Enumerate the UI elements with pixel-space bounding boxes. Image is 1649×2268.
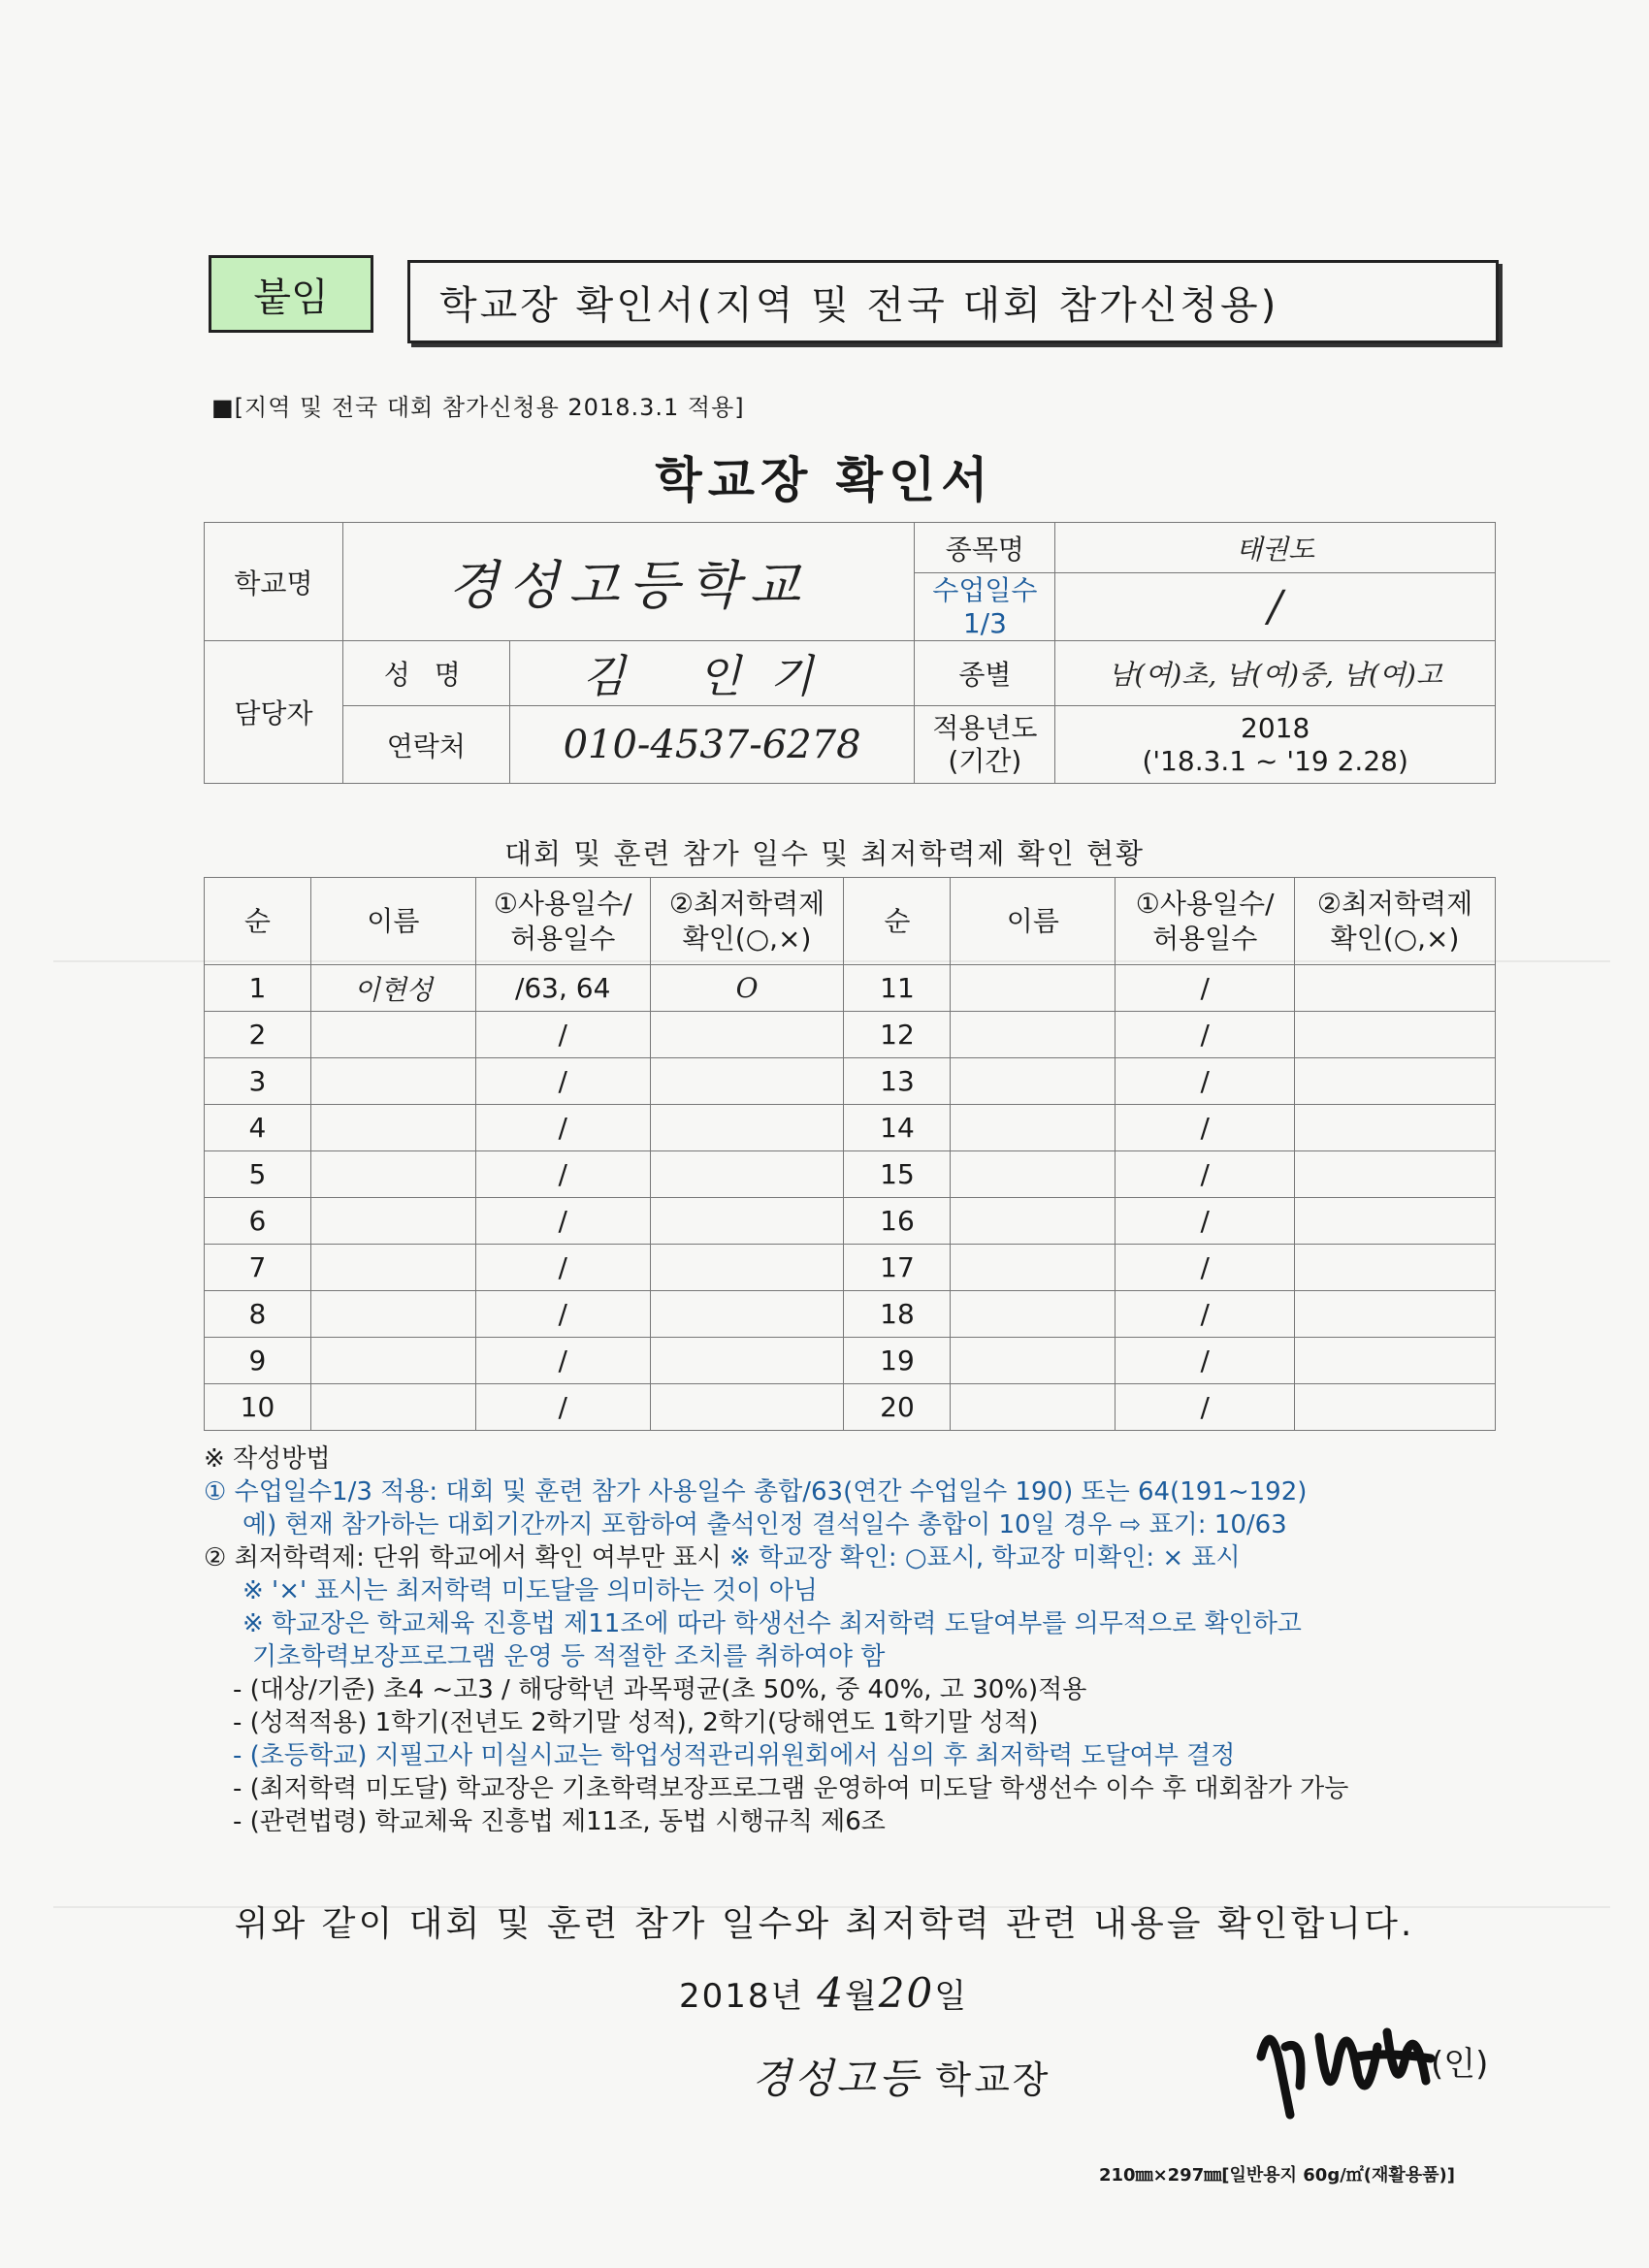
detail-3: - (초등학교) 지필고사 미실시교는 학업성적관리위원회에서 심의 후 최저학력 도달여부 결정 (233, 1741, 1236, 1770)
row-no: 14 (844, 1105, 951, 1151)
note-2 (204, 1541, 1504, 1574)
row-name (310, 1198, 475, 1245)
row-name (951, 1198, 1116, 1245)
event-value: 태권도 (1055, 523, 1496, 573)
col-check-header-line1: ②최저학력제 (1316, 887, 1473, 920)
row-name (310, 1338, 475, 1384)
row-days: / (1116, 1291, 1295, 1338)
date-month: 4 (817, 1969, 845, 2017)
row-no: 5 (205, 1151, 311, 1198)
row-name (310, 1291, 475, 1338)
row-no: 6 (205, 1198, 311, 1245)
date-day: 20 (878, 1969, 935, 2017)
note-1b: 예) 현재 참가하는 대회기간까지 포함하여 출석인정 결석일수 총합이 10일 경우 ⇨ 표기: 10/63 (242, 1510, 1287, 1539)
row-days: / (1116, 1105, 1295, 1151)
detail-2: - (성적적용) 1학기(전년도 2학기말 성적), 2학기(당해연도 1학기말 성적) (233, 1708, 1039, 1737)
detail-5: - (관련법령) 학교체육 진흥법 제11조, 동법 시행규칙 제6조 (233, 1807, 886, 1836)
row-check (1295, 1058, 1496, 1105)
row-no: 16 (844, 1198, 951, 1245)
category-label: 종별 (915, 641, 1055, 706)
col-days-header-line1: ①사용일수/ (1135, 887, 1275, 920)
note-4a: ※ 학교장은 학교체육 진흥법 제11조에 따라 학생선수 최저학력 도달여부를 의무적으로 확인하고 (242, 1609, 1302, 1638)
year-value-line2: ('18.3.1 ~ '19 2.28) (1142, 744, 1408, 777)
row-check (1295, 1291, 1496, 1338)
table-row (205, 1338, 1496, 1384)
school-days-value: / (1055, 573, 1496, 641)
row-name (310, 1105, 475, 1151)
row-days: / (1116, 965, 1295, 1012)
school-days-label-line1: 수업일수 (932, 573, 1038, 606)
row-days: / (1116, 1338, 1295, 1384)
row-check (1295, 1198, 1496, 1245)
row-no: 11 (844, 965, 951, 1012)
section-title: 대회 및 훈련 참가 일수 및 최저학력제 확인 현황 (503, 837, 1145, 870)
name-value: 김 인기 (509, 641, 915, 706)
row-name (951, 1291, 1116, 1338)
document-header-title: 학교장 확인서(지역 및 전국 대회 참가신청용) (407, 260, 1499, 343)
school-days-label (915, 573, 1055, 641)
row-no: 18 (844, 1291, 951, 1338)
table-row (205, 1198, 1496, 1245)
col-check-header (1295, 878, 1496, 965)
row-check (650, 1105, 844, 1151)
row-check (650, 1151, 844, 1198)
row-name (951, 1338, 1116, 1384)
row-name (951, 1105, 1116, 1151)
date-day-unit: 일 (934, 1977, 969, 2016)
row-check (650, 1012, 844, 1058)
row-name (310, 1384, 475, 1431)
principal-signature (1232, 1998, 1494, 2134)
row-check (650, 1245, 844, 1291)
row-days: / (475, 1291, 650, 1338)
row-check (1295, 1012, 1496, 1058)
signer-title: 학교장 (935, 2058, 1051, 2101)
school-value: 경성고등학교 (342, 523, 915, 641)
signer-school: 경성고등 (752, 2055, 922, 2102)
attachment-tag: 붙임 (209, 255, 373, 333)
year-label-line2: (기간) (948, 744, 1022, 777)
category-value: 남(여)초, 남(여)중, 남(여)고 (1055, 641, 1496, 706)
row-days: / (1116, 1012, 1295, 1058)
detail-1: - (대상/기준) 초4 ~고3 / 해당학년 과목평균(초 50%, 중 40%, 고 30%)적용 (233, 1675, 1087, 1704)
row-days: / (475, 1105, 650, 1151)
col-days-header (1116, 878, 1295, 965)
note-1a: ① 수업일수1/3 적용: 대회 및 훈련 참가 사용일수 총합/63(연간 수업일수 190) 또는 64(191~192) (204, 1477, 1308, 1507)
date-month-unit: 월 (844, 1977, 879, 2016)
contact-value: 010-4537-6278 (509, 706, 915, 784)
col-check-header-line1: ②최저학력제 (668, 887, 825, 920)
col-check-header-line2: 확인(○,×) (1330, 922, 1460, 955)
row-days: / (1116, 1245, 1295, 1291)
applicable-note: ■[지역 및 전국 대회 참가신청용 2018.3.1 적용] (211, 394, 745, 421)
row-no: 12 (844, 1012, 951, 1058)
row-no: 10 (205, 1384, 311, 1431)
row-no: 3 (205, 1058, 311, 1105)
row-days: /63, 64 (475, 965, 650, 1012)
note-2a: ② 최저학력제: 단위 학교에서 확인 여부만 표시 (204, 1543, 722, 1572)
row-days: / (1116, 1198, 1295, 1245)
row-no: 17 (844, 1245, 951, 1291)
row-no: 8 (205, 1291, 311, 1338)
row-name (951, 1384, 1116, 1431)
year-label (915, 706, 1055, 784)
table-row (205, 1245, 1496, 1291)
row-no: 7 (205, 1245, 311, 1291)
col-no-header: 순 (205, 878, 311, 965)
date-year: 2018년 (679, 1977, 805, 2016)
row-no: 13 (844, 1058, 951, 1105)
row-name (951, 1058, 1116, 1105)
row-check (650, 1384, 844, 1431)
table-row (205, 1058, 1496, 1105)
row-days: / (475, 1151, 650, 1198)
row-days: / (475, 1198, 650, 1245)
col-days-header (475, 878, 650, 965)
row-check (1295, 965, 1496, 1012)
row-name (310, 1245, 475, 1291)
participants-table (204, 877, 1496, 1431)
row-no: 20 (844, 1384, 951, 1431)
note-3: ※ '×' 표시는 최저학력 미도달을 의미하는 것이 아님 (242, 1576, 818, 1605)
row-no: 9 (205, 1338, 311, 1384)
signer-line (752, 2047, 1051, 2105)
row-no: 2 (205, 1012, 311, 1058)
row-name (310, 1058, 475, 1105)
name-label: 성 명 (342, 641, 509, 706)
col-no-header: 순 (844, 878, 951, 965)
table-row (205, 965, 1496, 1012)
row-name (310, 1151, 475, 1198)
table-row (205, 1105, 1496, 1151)
row-days: / (475, 1012, 650, 1058)
row-check (1295, 1151, 1496, 1198)
note-2b: ※ 학교장 확인: ○표시, 학교장 미확인: × 표시 (729, 1543, 1241, 1572)
row-check: O (650, 965, 844, 1012)
year-label-line1: 적용년도 (932, 711, 1038, 744)
row-name (951, 1012, 1116, 1058)
row-check (650, 1198, 844, 1245)
row-check (650, 1338, 844, 1384)
row-name (951, 1245, 1116, 1291)
manager-label: 담당자 (205, 641, 343, 784)
page-title: 학교장 확인서 (655, 452, 994, 508)
row-no: 15 (844, 1151, 951, 1198)
row-name (951, 1151, 1116, 1198)
row-days: / (1116, 1151, 1295, 1198)
row-no: 4 (205, 1105, 311, 1151)
contact-label: 연락처 (342, 706, 509, 784)
row-check (1295, 1338, 1496, 1384)
row-check (650, 1058, 844, 1105)
row-name (951, 965, 1116, 1012)
row-no: 19 (844, 1338, 951, 1384)
row-name: 이현성 (310, 965, 475, 1012)
row-check (1295, 1105, 1496, 1151)
row-no: 1 (205, 965, 311, 1012)
row-days: / (475, 1245, 650, 1291)
col-days-header-line1: ①사용일수/ (493, 887, 632, 920)
row-days: / (475, 1058, 650, 1105)
school-days-label-line2: 1/3 (962, 606, 1007, 639)
school-label: 학교명 (205, 523, 343, 641)
row-days: / (1116, 1384, 1295, 1431)
confirmation-statement: 위와 같이 대회 및 훈련 참가 일수와 최저학력 관련 내용을 확인합니다. (234, 1904, 1415, 1944)
detail-4: - (최저학력 미도달) 학교장은 기초학력보장프로그램 운영하여 미도달 학생선수 이수 후 대회참가 가능 (233, 1774, 1349, 1803)
participants-body (205, 965, 1496, 1431)
table-row (205, 1291, 1496, 1338)
row-check (1295, 1245, 1496, 1291)
instructions (204, 1442, 1504, 1838)
row-check (1295, 1384, 1496, 1431)
table-row (205, 1384, 1496, 1431)
col-name-header: 이름 (951, 878, 1116, 965)
col-days-header-line2: 허용일수 (510, 922, 616, 955)
table-row (205, 1012, 1496, 1058)
col-check-header (650, 878, 844, 965)
year-value-line1: 2018 (1241, 711, 1310, 744)
table-row (205, 1151, 1496, 1198)
paper-spec: 210㎜×297㎜[일반용지 60g/㎡(재활용품)] (1099, 2165, 1456, 2186)
col-check-header-line2: 확인(○,×) (682, 922, 812, 955)
col-name-header: 이름 (310, 878, 475, 965)
row-days: / (1116, 1058, 1295, 1105)
note-4b: 기초학력보장프로그램 운영 등 적절한 조치를 취하여야 함 (252, 1642, 886, 1671)
col-days-header-line2: 허용일수 (1152, 922, 1258, 955)
seal-suffix: (인) (1431, 2045, 1489, 2084)
row-days: / (475, 1338, 650, 1384)
signing-date (679, 1969, 968, 2017)
info-table (204, 522, 1496, 784)
row-name (310, 1012, 475, 1058)
row-check (650, 1291, 844, 1338)
row-days: / (475, 1384, 650, 1431)
event-label: 종목명 (915, 523, 1055, 573)
year-value (1055, 706, 1496, 784)
notes-heading: ※ 작성방법 (204, 1444, 331, 1474)
